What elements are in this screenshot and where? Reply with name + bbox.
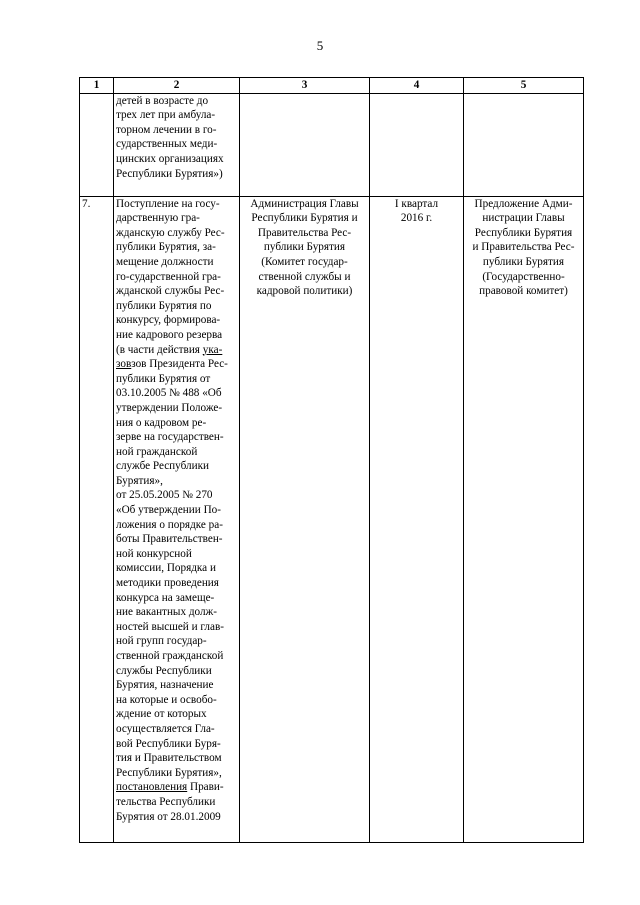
text-line: и Правительства Рес- [472, 241, 575, 254]
document-link[interactable]: зов [116, 358, 132, 371]
text-line: Республики Бурятия [474, 226, 573, 239]
text-line: комиссии, Порядка и [116, 562, 216, 575]
text-line: зерве на государствен- [116, 431, 224, 444]
text-line: Поступление на госу- [116, 197, 220, 210]
text-line: дарственную гра- [116, 212, 200, 225]
text-line: жданскую службу Рес- [116, 226, 225, 239]
text-fragment: Прави- [187, 781, 224, 794]
text-line: на которые и освобо- [116, 693, 217, 706]
text-line: ственной службы и [258, 270, 351, 283]
table-header-row [80, 78, 584, 94]
text-line: (Государственно- [482, 270, 565, 283]
text-line: детей в возрасте до [116, 94, 209, 107]
header-cell-5: 5 [464, 78, 584, 94]
header-cell-4: 4 [370, 78, 464, 94]
text-line: публики Бурятия [263, 241, 346, 254]
text-line: службы Республики [116, 664, 212, 677]
text-line: ния о кадровом ре- [116, 416, 207, 429]
text-line: Бурятия», [116, 474, 163, 487]
text-line: публики Бурятия от [116, 372, 211, 385]
text-line: ложения о порядке ра- [116, 518, 223, 531]
text-line: публики Бурятия по [116, 299, 212, 312]
text-line: цинских организациях [116, 152, 224, 165]
text-line: методики проведения [116, 577, 219, 590]
text-line: тельства Республики [116, 795, 216, 808]
text-line: Правительства Рес- [257, 226, 352, 239]
header-cell-3: 3 [240, 78, 370, 94]
text-line: мещение должности [116, 255, 214, 268]
text-line: нистрации Главы [482, 212, 565, 225]
document-link[interactable]: ука- [202, 343, 223, 356]
page-number: 5 [316, 38, 324, 53]
text-line: жданской службы Рес- [116, 285, 225, 298]
text-line: кадровой политики) [256, 285, 353, 298]
text-line: утверждении Положе- [116, 401, 223, 414]
text-line: зовзов Президента Рес- [116, 358, 228, 371]
table-row [80, 93, 584, 196]
text-line: ной конкурсной [116, 547, 192, 560]
text-line: ной групп государ- [116, 635, 207, 648]
text-line: (Комитет государ- [261, 255, 348, 268]
text-line: конкурса на замеще- [116, 591, 215, 604]
text-line: торном лечении в го- [116, 123, 217, 136]
text-line: Предложение Адми- [474, 197, 573, 210]
text-line: службе Республики [116, 460, 210, 473]
text-line: (в части действия ука- [116, 343, 223, 356]
text-line: ние кадрового резерва [116, 328, 223, 341]
text-line: ние вакантных долж- [116, 606, 218, 619]
text-line: трех лет при амбула- [116, 109, 216, 122]
text-line: правовой комитет) [479, 285, 568, 298]
text-line: ностей высшей и глав- [116, 620, 224, 633]
text-line: тия и Правительством [116, 752, 222, 765]
text-line: Республики Бурятия», [116, 766, 222, 779]
row-number: 7. [80, 196, 114, 842]
row-basis [464, 93, 584, 196]
document-table [79, 77, 584, 843]
text-line: ждение от которых [116, 708, 207, 721]
row-deadline [370, 93, 464, 196]
table-row [80, 196, 584, 842]
text-line: боты Правительствен- [116, 533, 223, 546]
text-line: сударственных меди- [116, 138, 218, 151]
row-deadline [370, 196, 464, 842]
text-line: ственной гражданской [116, 650, 224, 662]
text-line: конкурсу, формирова- [116, 314, 221, 327]
row-description [114, 93, 240, 196]
row-description [114, 196, 240, 842]
text-line [116, 780, 237, 795]
text-line: Бурятия, назначение [116, 679, 214, 692]
text-line: вой Республики Буря- [116, 737, 221, 750]
text-line: осуществляется Гла- [116, 722, 215, 735]
text-line: I квартал [394, 197, 439, 210]
document-link[interactable]: постановления [116, 781, 188, 794]
row-number [80, 93, 114, 196]
header-cell-1: 1 [80, 78, 114, 94]
text-line: Республики Бурятия») [116, 167, 223, 180]
text-line: публики Бурятия, за- [116, 241, 216, 254]
row-responsible [240, 93, 370, 196]
text-line: Администрация Главы [250, 197, 359, 210]
text-line: 2016 г. [400, 212, 433, 225]
text-line: го-сударственной гра- [116, 270, 221, 283]
text-line: 03.10.2005 № 488 «Об [116, 387, 222, 400]
text-line: Бурятия от 28.01.2009 [116, 810, 221, 823]
row-basis [464, 196, 584, 842]
text-line: от 25.05.2005 № 270 [116, 489, 213, 502]
text-line: Республики Бурятия и [251, 212, 358, 225]
row-responsible [240, 196, 370, 842]
text-line: публики Бурятия [482, 255, 565, 268]
text-line: «Об утверждении По- [116, 504, 221, 517]
header-cell-2: 2 [114, 78, 240, 94]
text-line: ной гражданской [116, 445, 198, 458]
